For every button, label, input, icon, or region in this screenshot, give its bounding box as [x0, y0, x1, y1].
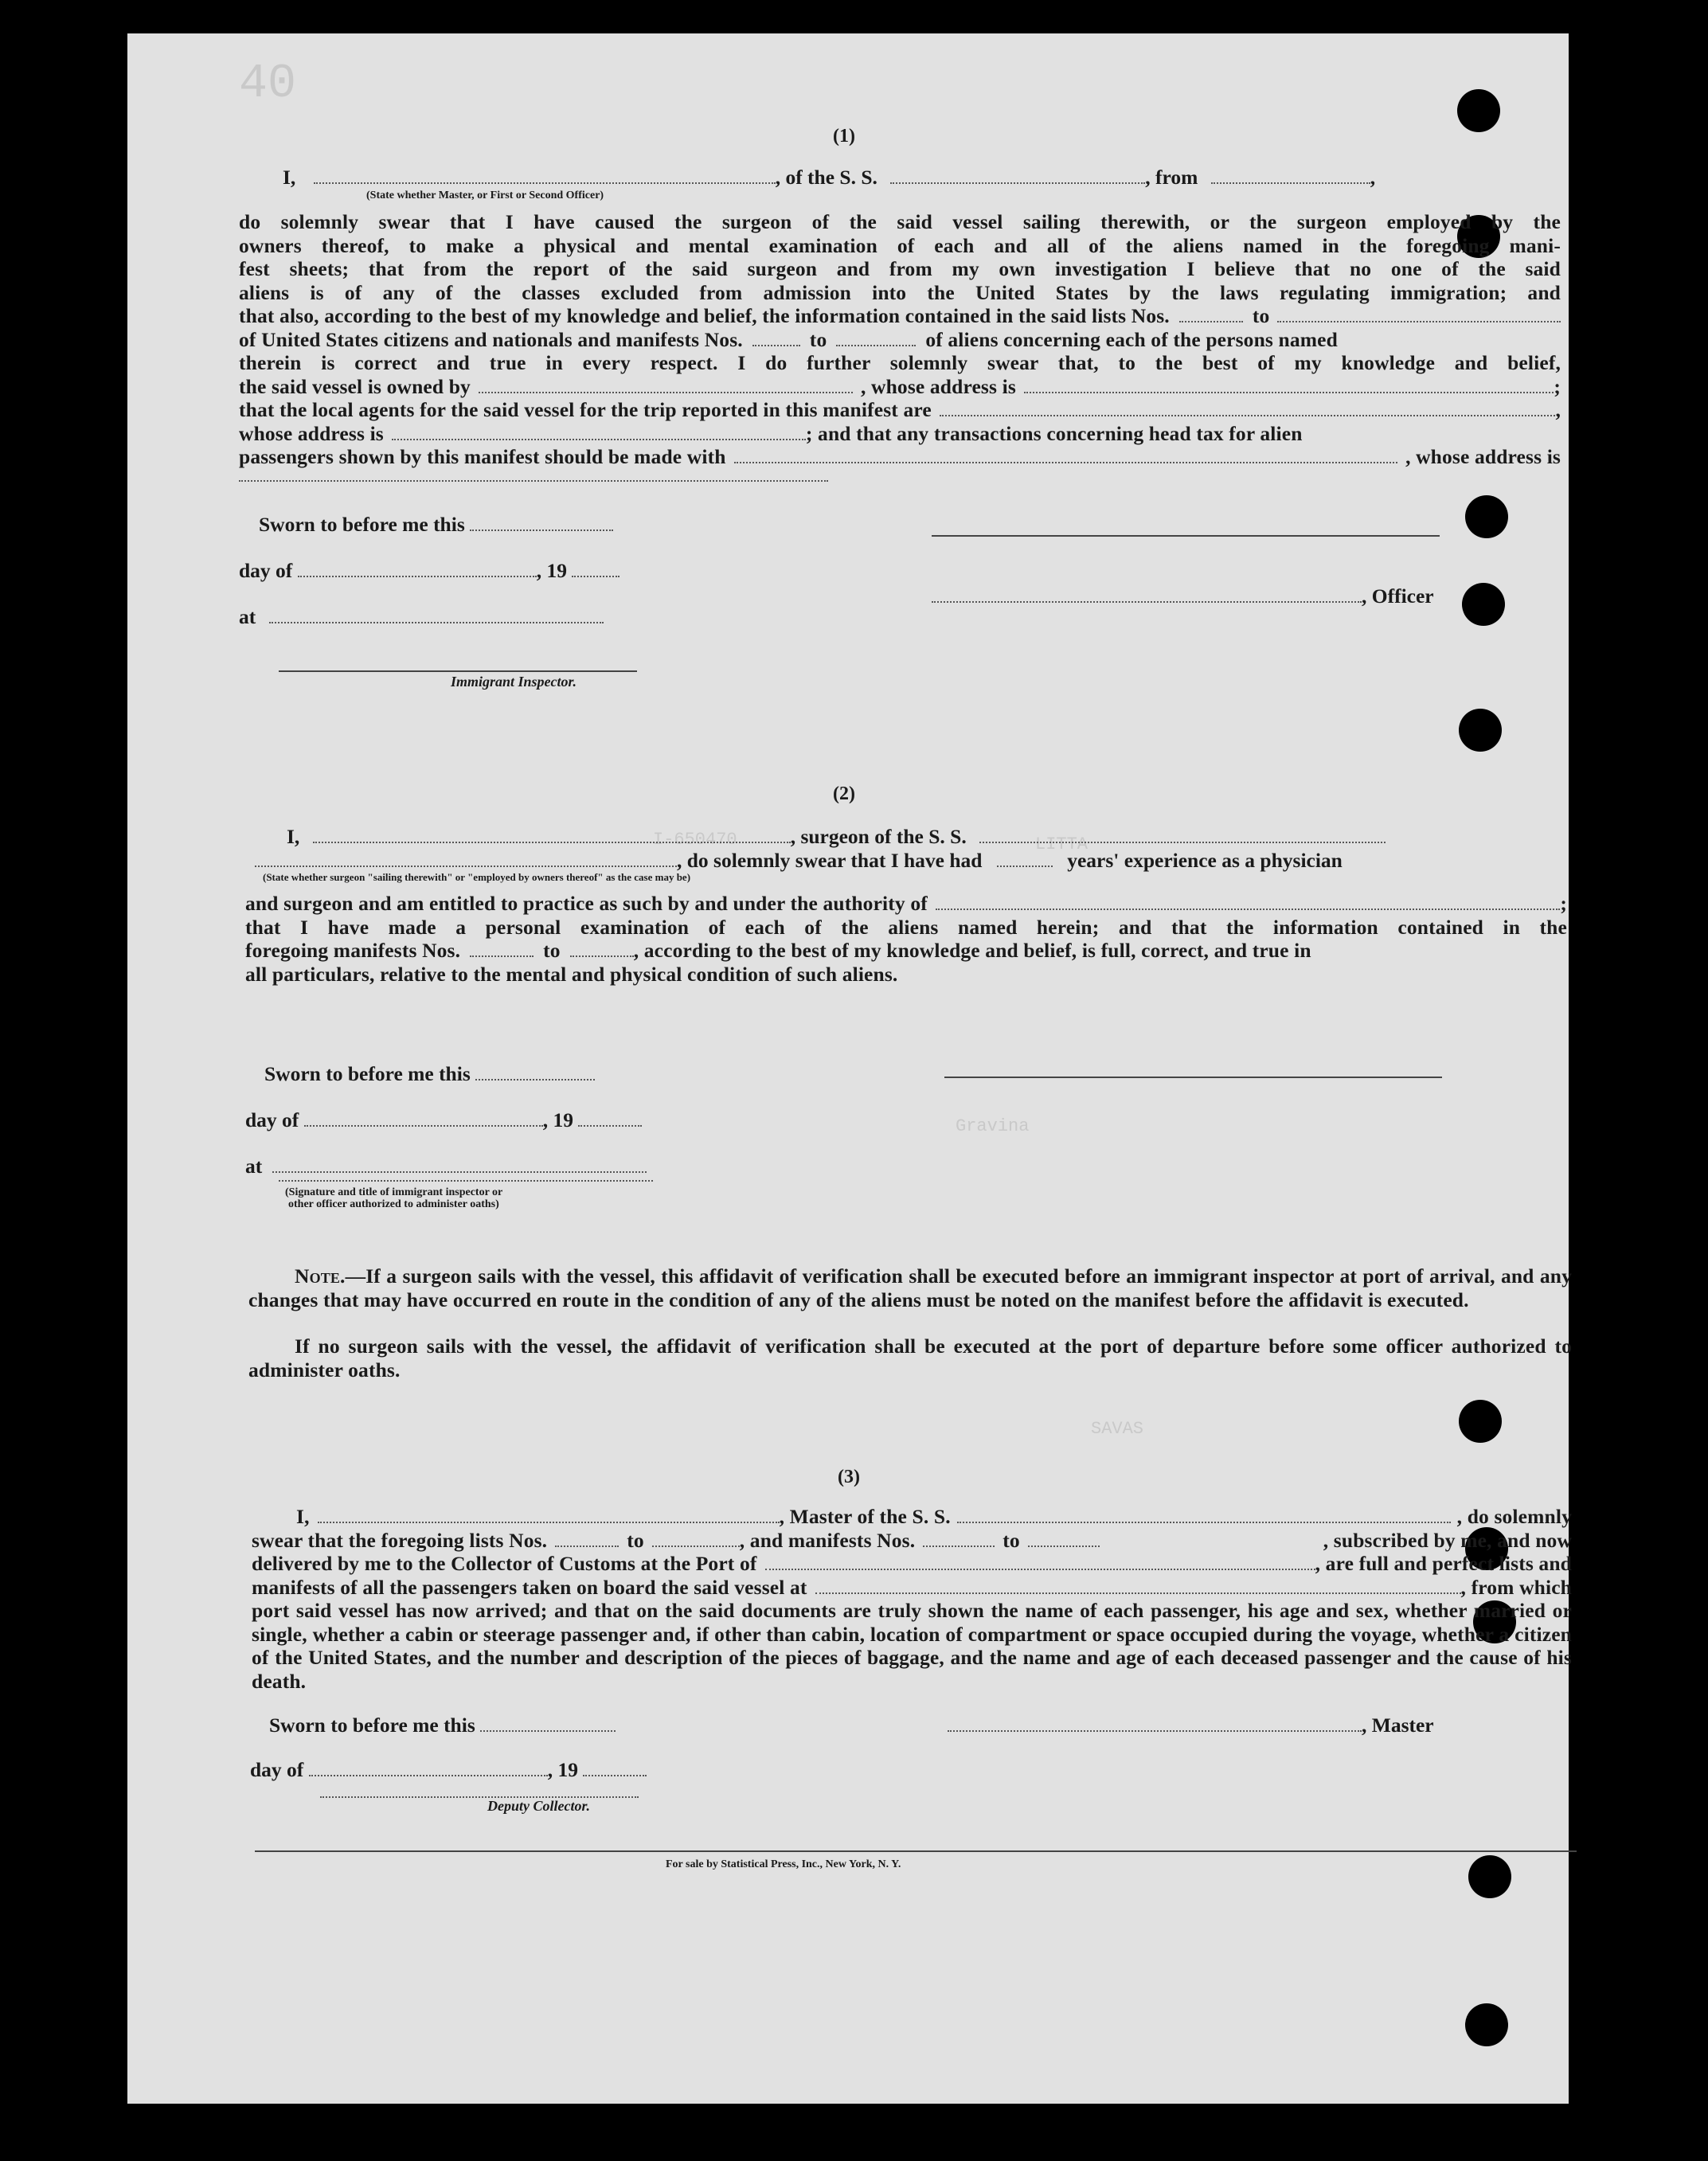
footer-imprint: For sale by Statistical Press, Inc., New York, N. Y. — [666, 1858, 901, 1870]
section-2-swear-line: , do solemnly swear that I have had years' experience as a physician — [255, 849, 1343, 873]
officer-name-field[interactable] — [314, 168, 776, 184]
body-line: of United States citizens and nationals and manifests Nos. to of aliens concerning each of the persons named — [239, 327, 1338, 351]
sworn-day-field[interactable] — [470, 515, 613, 531]
sworn-line-1: Sworn to before me this — [259, 513, 613, 537]
bleed-through-ghost: SAVAS — [1091, 1419, 1144, 1439]
s3-lists-to-field[interactable] — [652, 1531, 740, 1547]
s3-sworn-day-field[interactable] — [480, 1716, 616, 1732]
s2-sworn-day-field[interactable] — [475, 1065, 595, 1080]
day-of-line-1: day of , 19 — [239, 559, 619, 583]
i-label: I, — [283, 166, 296, 189]
body-line: the said vessel is owned by , whose address is ; — [239, 374, 1561, 398]
local-agents-field[interactable] — [940, 401, 1556, 416]
deputy-signature-line[interactable] — [320, 1796, 639, 1798]
vessel-name-field[interactable] — [890, 168, 1145, 184]
manifests-nos-from-field[interactable] — [752, 330, 800, 346]
deputy-caption: Deputy Collector. — [487, 1798, 590, 1814]
master-signature-field[interactable] — [948, 1716, 1362, 1732]
section-1-header-line: I, , of the S. S. , from , — [283, 166, 1376, 189]
note-label: Note. — [295, 1264, 346, 1288]
bleed-through-ghost: Gravina — [956, 1116, 1030, 1136]
body-line: swear that the foregoing lists Nos. to , and manifests Nos. to , subscribed by me, and now — [252, 1528, 1572, 1552]
at-place-field[interactable] — [269, 608, 604, 623]
s3-day-of-month-field[interactable] — [309, 1760, 548, 1776]
body-line: that I have made a personal examination of each of the aliens named herein; and that the information contained in the — [245, 915, 1567, 939]
s3-manifests-to-field[interactable] — [1028, 1531, 1100, 1547]
inspector-caption: Immigrant Inspector. — [451, 674, 577, 690]
body-line: foregoing manifests Nos. to , according to the best of my knowledge and belief, is full, correct, and true in — [245, 939, 1311, 962]
years-experience-field[interactable] — [997, 851, 1053, 867]
form-page — [127, 33, 1572, 2104]
lists-nos-from-field[interactable] — [1179, 307, 1243, 322]
sworn-line-3: Sworn to before me this — [269, 1714, 616, 1737]
master-name-field[interactable] — [318, 1507, 780, 1523]
section-1-body — [239, 210, 1561, 482]
body-line: that the local agents for the said vessel for the trip reported in this manifest are , — [239, 398, 1561, 421]
bleed-through-ghost: 40 — [239, 57, 297, 111]
owner-address-field[interactable] — [1024, 377, 1554, 393]
bleed-through-ghost: I-650470 — [653, 830, 737, 850]
surgeon-type-note: (State whether surgeon "sailing therewith" or "employed by owners thereof" as the case may be) — [263, 871, 691, 883]
inspector-signature-line[interactable] — [279, 670, 637, 672]
body-rest: port said vessel has now arrived; and that on the said documents are truly shown the name of each passenger, his age and sex, whether married or single, whether a cabin or steerage passenger and, if other than cabin, location of compartment or space occupied during the voyage, whether a citizen of the United States, and the number and description of the pieces of baggage, and the name and age of each deceased passenger and the cause of his death. — [252, 1599, 1572, 1693]
s2-manifests-to-field[interactable] — [570, 941, 634, 957]
signature-note: (Signature and title of immigrant inspector or other officer authorized to administer oaths) — [285, 1186, 503, 1210]
body-line: passengers shown by this manifest should be made with , whose address is — [239, 445, 1561, 468]
note-paragraph — [248, 1264, 1572, 1311]
body-line: fest sheets; that from the report of the said surgeon and from my own investigation I believe that no one of the said — [239, 257, 1561, 280]
master-signature-line: , Master — [948, 1714, 1434, 1737]
port-of-departure-field[interactable] — [815, 1578, 1461, 1594]
officer-title-field[interactable] — [932, 587, 1362, 603]
body-line: manifests of all the passengers taken on board the said vessel at , from which — [252, 1575, 1572, 1599]
of-ss-label: , of the S. S. — [775, 166, 877, 189]
day-of-line-3: day of , 19 — [250, 1758, 647, 1782]
body-line: delivered by me to the Collector of Customs at the Port of , are full and perfect lists and — [252, 1552, 1572, 1575]
s3-manifests-from-field[interactable] — [923, 1531, 995, 1547]
footer-rule — [255, 1850, 1577, 1852]
head-tax-agent-field[interactable] — [734, 447, 1398, 463]
note-text-1: —If a surgeon sails with the vessel, this affidavit of verification shall be executed before an immigrant inspector at port of arrival, and any changes that may have occurred en route in the condition of any of the aliens must be noted on the manifest before the affidavit is executed. — [248, 1264, 1572, 1311]
body-line: whose address is ; and that any transactions concerning head tax for alien — [239, 421, 1303, 445]
officer-line: , Officer — [932, 584, 1434, 608]
body-line: do solemnly swear that I have caused the surgeon of the said vessel sailing therewith, or the surgeon employed by the — [239, 210, 1561, 233]
s2-inspector-signature-line[interactable] — [279, 1180, 653, 1182]
at-line-1: at — [239, 605, 604, 629]
s2-at-place-field[interactable] — [272, 1157, 647, 1173]
s2-year-field[interactable] — [578, 1111, 642, 1127]
punch-hole — [1465, 495, 1508, 538]
lists-nos-to-field[interactable] — [1277, 307, 1561, 322]
body-line: that also, according to the best of my knowledge and belief, the information contained in the said lists Nos. to — [239, 304, 1561, 328]
section-3-body — [252, 1505, 1572, 1693]
s2-day-of-month-field[interactable] — [304, 1111, 543, 1127]
sworn-line-2: Sworn to before me this — [264, 1062, 595, 1086]
body-line: aliens is of any of the classes excluded from admission into the United States by the laws regulating immigration; and — [239, 280, 1561, 304]
punch-hole — [1465, 2003, 1508, 2046]
officer-signature-line[interactable] — [932, 535, 1440, 537]
body-line: all particulars, relative to the mental and physical condition of such aliens. — [245, 962, 898, 986]
from-label: , from — [1145, 166, 1198, 189]
body-line: and surgeon and am entitled to practice as such by and under the authority of ; — [245, 892, 1567, 915]
s2-manifests-from-field[interactable] — [470, 941, 534, 957]
at-line-2: at — [245, 1155, 647, 1178]
punch-hole — [1468, 1855, 1511, 1898]
body-line: owners thereof, to make a physical and mental examination of each and all of the aliens named in the foregoing mani- — [239, 233, 1561, 257]
authority-field[interactable] — [936, 894, 1560, 910]
surgeon-name-field[interactable] — [313, 827, 791, 843]
section-3-number: (3) — [838, 1467, 860, 1487]
surgeon-vessel-field[interactable] — [979, 827, 1386, 843]
officer-type-note: (State whether Master, or First or Second Officer) — [366, 190, 604, 201]
surgeon-type-field[interactable] — [255, 851, 677, 867]
year-field[interactable] — [572, 561, 619, 577]
punch-hole — [1457, 89, 1500, 132]
body-line: therein is correct and true in every respect. I do further solemnly swear that, to the best of my knowledge and belief, — [239, 351, 1561, 374]
s3-lists-from-field[interactable] — [555, 1531, 619, 1547]
bleed-through-ghost: LITTA — [1035, 834, 1089, 854]
from-port-field[interactable] — [1211, 168, 1370, 184]
master-vessel-field[interactable] — [957, 1507, 1451, 1523]
punch-hole — [1459, 1400, 1502, 1443]
day-of-line-2: day of , 19 — [245, 1108, 642, 1132]
note-paragraph-2: If no surgeon sails with the vessel, the affidavit of verification shall be executed at the port of departure before some officer authorized to administer oaths. — [248, 1335, 1572, 1381]
manifests-nos-to-field[interactable] — [836, 330, 916, 346]
agents-address-field[interactable] — [392, 424, 806, 440]
section-2-body — [245, 892, 1567, 986]
body-line: I, , Master of the S. S. , do solemnly — [296, 1505, 1572, 1528]
section-2-number: (2) — [833, 784, 855, 804]
surgeon-signature-line[interactable] — [944, 1077, 1442, 1078]
day-of-month-field[interactable] — [298, 561, 537, 577]
owner-field[interactable] — [479, 377, 853, 393]
s3-year-field[interactable] — [583, 1760, 647, 1776]
section-2-header-line: I, , surgeon of the S. S. — [287, 825, 1386, 849]
head-tax-address-field[interactable] — [239, 469, 828, 482]
port-of-arrival-field[interactable] — [765, 1554, 1315, 1570]
punch-hole — [1459, 709, 1502, 752]
punch-hole — [1462, 583, 1505, 626]
section-1-number: (1) — [833, 126, 855, 147]
